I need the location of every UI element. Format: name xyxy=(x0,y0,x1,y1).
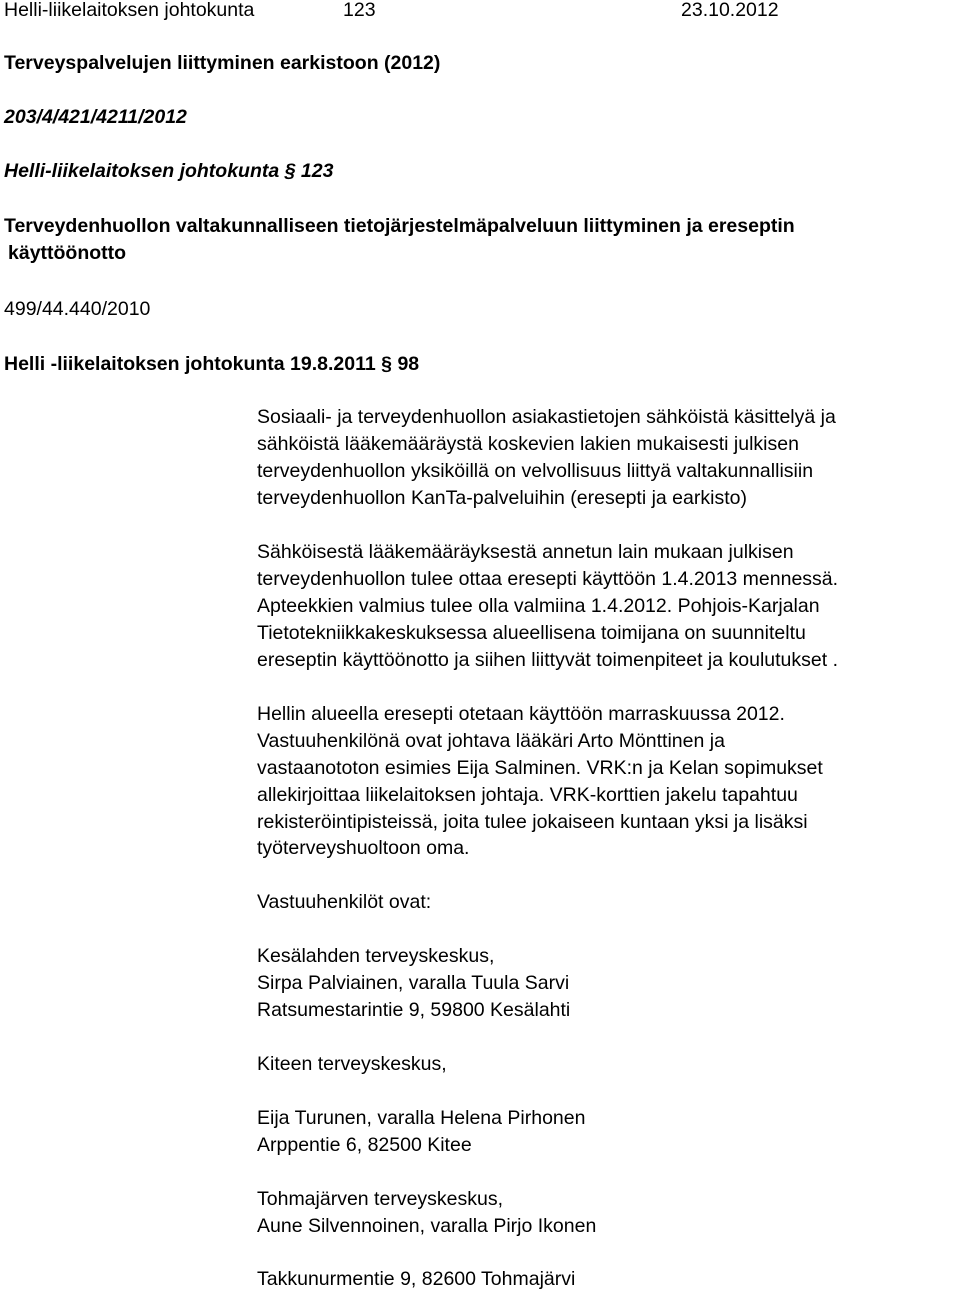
diary-number: 203/4/421/4211/2012 xyxy=(4,106,187,128)
contact-kitee xyxy=(257,1105,585,1159)
paragraph-line: Apteekkien valmius tulee olla valmiina 1.4.2012. Pohjois-Karjalan xyxy=(257,594,820,617)
document-title: Terveyspalvelujen liittyminen earkistoon (2012) xyxy=(4,52,441,74)
paragraph-line: vastaanototon esimies Eija Salminen. VRK:n ja Kelan sopimukset xyxy=(257,756,823,779)
paragraph-line: Sosiaali- ja terveydenhuollon asiakastietojen sähköistä käsittelyä ja xyxy=(257,406,836,428)
previous-section-sign: § xyxy=(381,353,393,375)
paragraph-line: ereseptin käyttöönotto ja siihen liittyvät toimenpiteet ja koulutukset . xyxy=(257,648,838,671)
header-org: Helli-liikelaitoksen johtokunta xyxy=(4,0,255,21)
paragraph-line: terveydenhuollon KanTa-palveluihin (eresepti ja earkisto) xyxy=(257,486,747,509)
paragraph-line: terveydenhuollon yksiköillä on velvollisuus liittyä valtakunnallisiin xyxy=(257,459,814,482)
previous-reference xyxy=(4,352,419,376)
paragraph-line: allekirjoittaa liikelaitoksen johtaja. VRK-korttien jakelu tapahtuu xyxy=(257,783,798,806)
subject-line-1: Terveydenhuollon valtakunnalliseen tietojärjestelmäpalveluun liittyminen ja ereseptin xyxy=(4,215,795,237)
paragraph-1 xyxy=(257,404,836,512)
paragraph-line: terveydenhuollon tulee ottaa eresepti käyttöön 1.4.2013 mennessä. xyxy=(257,567,839,590)
paragraph-line: sähköistä lääkemääräystä koskevien lakien mukaisesti julkisen xyxy=(257,432,799,455)
paragraph-line: Sirpa Palviainen, varalla Tuula Sarvi xyxy=(257,971,570,994)
paragraph-2 xyxy=(257,539,838,673)
paragraph-line: Tohmajärven terveyskeskus, xyxy=(257,1188,504,1210)
contact-kesalahti xyxy=(257,943,570,1024)
paragraph-line: Aune Silvennoinen, varalla Pirjo Ikonen xyxy=(257,1214,597,1237)
paragraph-line: Sähköisestä lääkemääräyksestä annetun lain mukaan julkisen xyxy=(257,541,794,563)
paragraph-3 xyxy=(257,701,823,862)
paragraph-line: Hellin alueella eresepti otetaan käyttöön marraskuussa 2012. xyxy=(257,703,785,725)
contact-kitee-heading xyxy=(257,1051,447,1078)
paragraph-line: Vastuuhenkilönä ovat johtava lääkäri Arto Mönttinen ja xyxy=(257,729,725,752)
contact-tohmajarvi xyxy=(257,1186,596,1240)
paragraph-line: Takkunurmentie 9, 82600 Tohmajärvi xyxy=(257,1268,576,1290)
contact-tohmajarvi-address xyxy=(257,1266,575,1293)
paragraph-line: rekisteröintipisteissä, joita tulee jokaiseen kuntaan yksi ja lisäksi xyxy=(257,810,808,833)
paragraph-line: Arppentie 6, 82500 Kitee xyxy=(257,1133,472,1156)
previous-diary-number: 499/44.440/2010 xyxy=(4,298,151,320)
header-date: 23.10.2012 xyxy=(681,0,779,21)
paragraph-line: työterveyshuoltoon oma. xyxy=(257,837,470,860)
paragraph-line: Kesälahden terveyskeskus, xyxy=(257,945,495,967)
paragraph-line: Tietotekniikkakeskuksessa alueellisena toimijana on suunniteltu xyxy=(257,621,806,644)
subject-line-2: käyttöönotto xyxy=(8,242,127,264)
previous-reference-text: Helli -liikelaitoksen johtokunta 19.8.2011 xyxy=(4,353,376,375)
paragraph-4 xyxy=(257,889,431,916)
paragraph-line: Vastuuhenkilöt ovat: xyxy=(257,891,432,913)
section-sign: § xyxy=(284,160,296,182)
header-meeting-no: 123 xyxy=(343,0,376,21)
section-body: Helli-liikelaitoksen johtokunta xyxy=(4,160,280,182)
previous-section-number: 98 xyxy=(397,353,420,375)
section-reference xyxy=(4,159,333,183)
paragraph-line: Kiteen terveyskeskus, xyxy=(257,1053,447,1075)
paragraph-line: Ratsumestarintie 9, 59800 Kesälahti xyxy=(257,998,571,1021)
paragraph-line: Eija Turunen, varalla Helena Pirhonen xyxy=(257,1107,586,1129)
section-number: 123 xyxy=(300,160,334,182)
